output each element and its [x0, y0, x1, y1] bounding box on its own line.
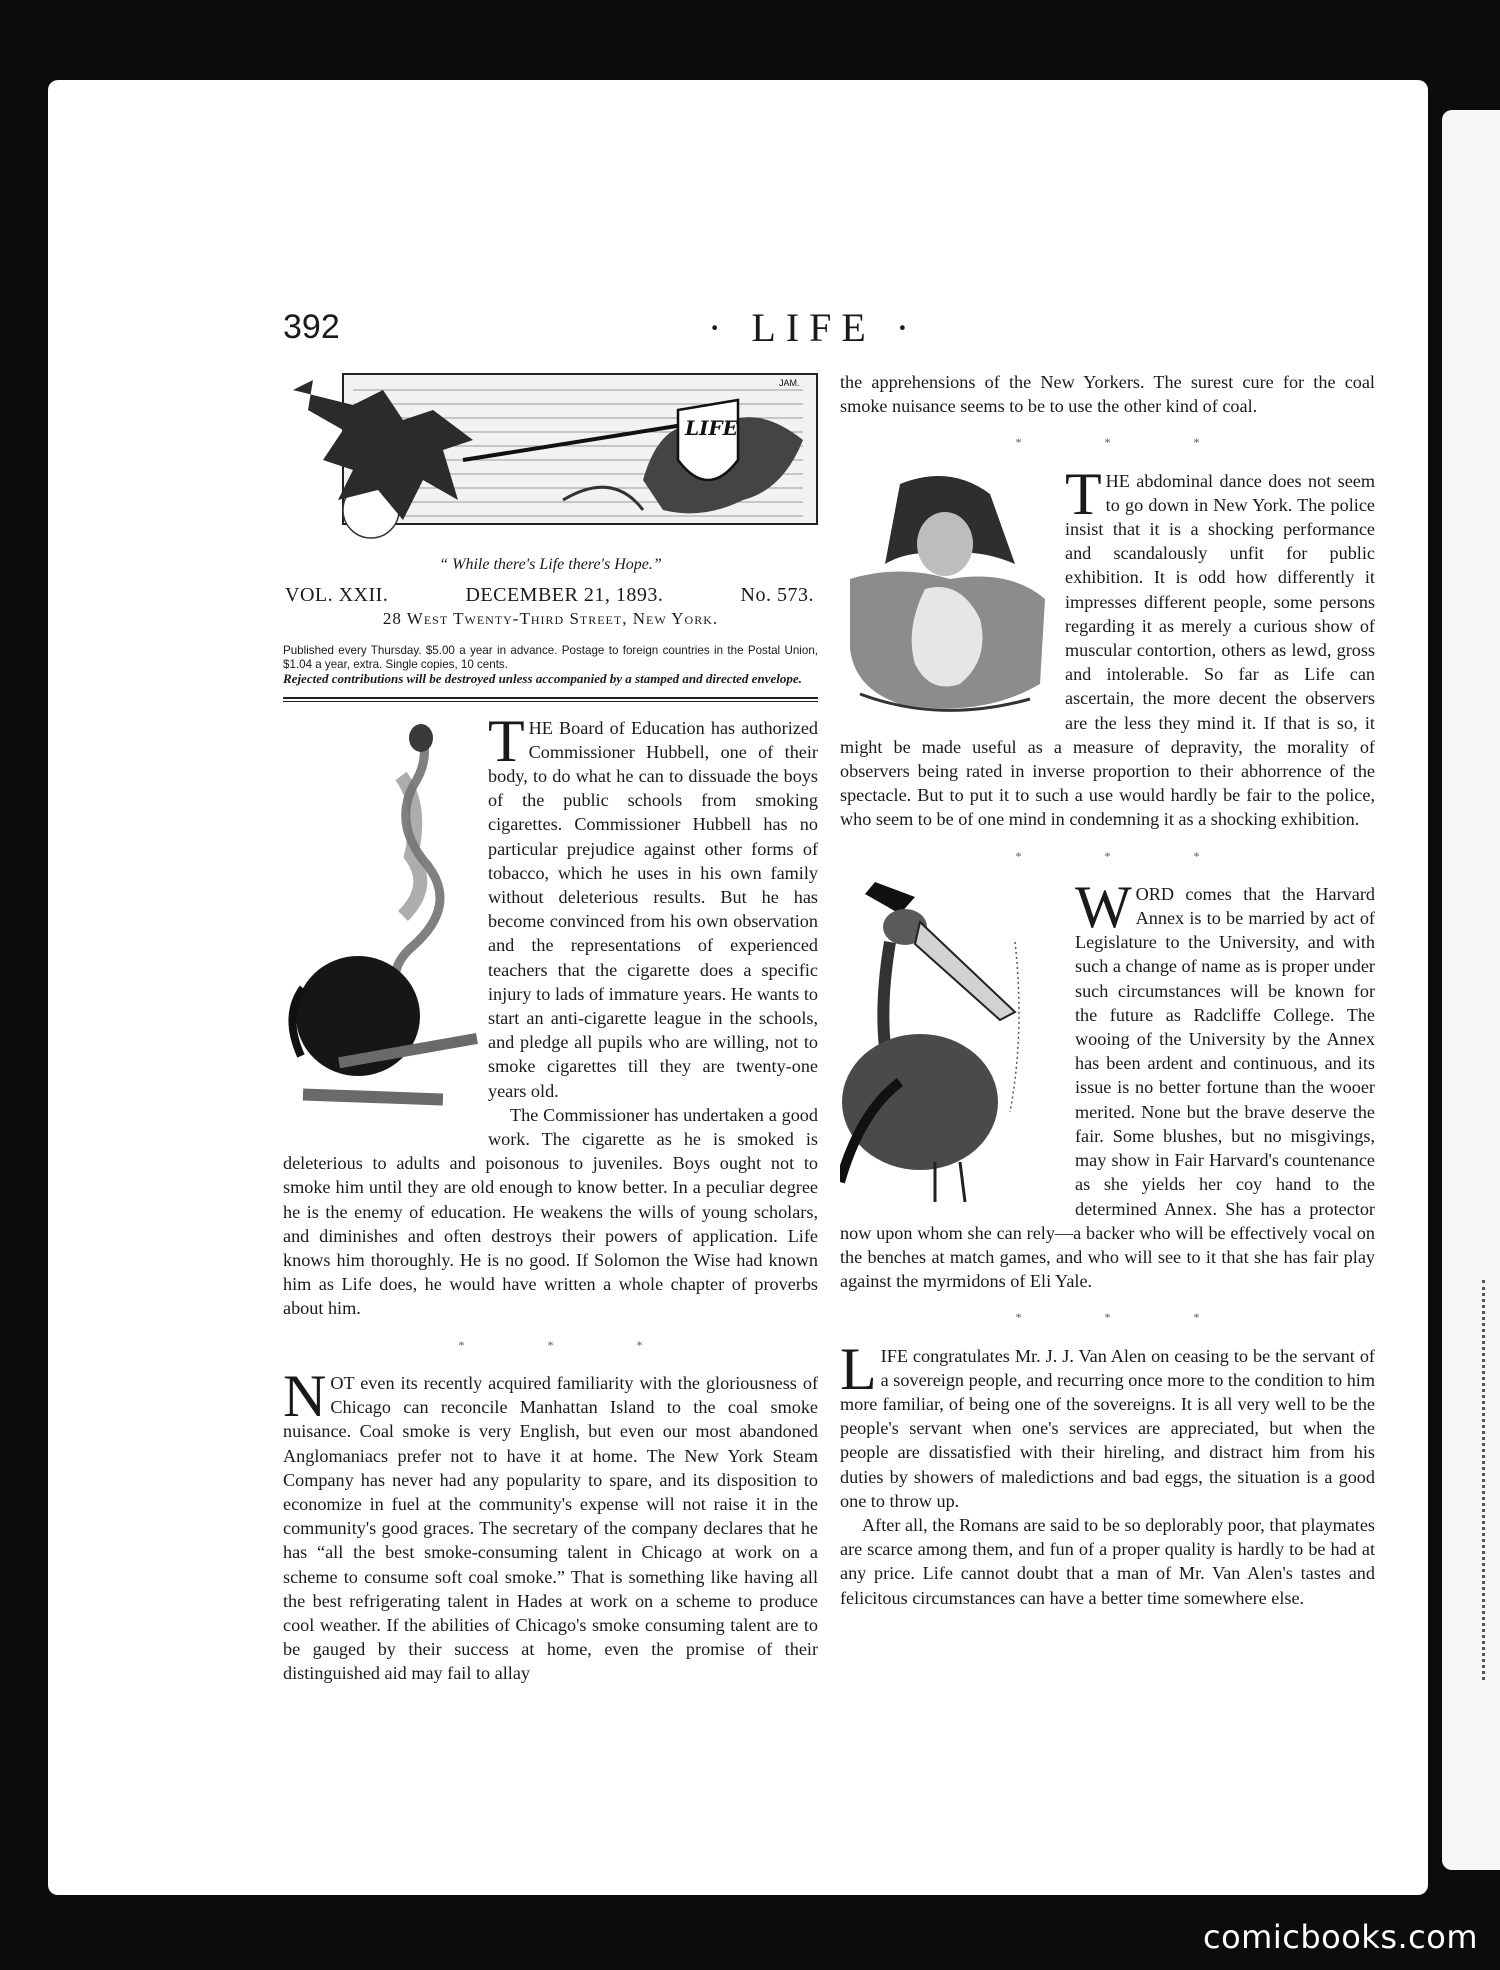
sphinx-figure	[840, 469, 1055, 729]
smoke-woman-illustration	[283, 716, 478, 1136]
volume-number: VOL. XXII.	[285, 584, 389, 607]
abdominal-dance-paragraph: HE abdominal dance does not seem to go down in New York. The police insist that it is a shocking performance and scandalously unfit for public exhibition. It is odd how differently it impresses different people, some persons regarding it as merely a curious show of muscular contortion, others as lewd, gross and intolerable. So far as Life can ascertain, the more decent the observers are the less they mind it. If that is so, it might be made useful as a measure of depravity, the morality of observers being rated in inverse proportion to their abhorrence of the spectacle. But to put it to such a use would hardly be fair to the police, who seem to be of one mind in condemning it as a shocking exhibition.	[840, 470, 1375, 830]
artist-signature: JAM.	[779, 378, 800, 388]
drop-cap-w: W	[1075, 873, 1132, 940]
sphinx-dancer-illustration	[840, 469, 1055, 729]
article-abdominal-dance	[840, 460, 1375, 832]
coal-smoke-paragraph: OT even its recently acquired familiarity with the gloriousness of Chicago can reconcile Manhattan Island to the coal smoke nuisance. Coal smoke is very English, but even our most abandoned Anglomaniacs prefer not to have it at home. The New York Steam Company has never had any popularity to spare, and its disposition to economize in fuel at the community's expense will not raise it in the community's good graces. The secretary of the company declares that he has “all the best smoke-consuming talent in Chicago at work on a scheme to consume soft coal smoke.” That is something like having all the best refrigerating talent in Hades at work on a scheme to produce cool weather. If the abilities of Chicago's smoke consuming talent are to be gauged by their success at home, even the promise of their distinguished aid may fail to allay	[283, 1372, 818, 1684]
section-separator: * * *	[1015, 848, 1240, 863]
running-title: · LIFE ·	[708, 305, 920, 350]
article-van-alen	[840, 1335, 1375, 1610]
section-separator: * * *	[458, 1337, 683, 1352]
coal-smoke-continuation: the apprehensions of the New Yorkers. The surest cure for the coal smoke nuisance seems to be to use the other kind of coal.	[840, 372, 1375, 417]
publication-note	[283, 644, 818, 687]
volume-line	[283, 583, 818, 607]
harvard-annex-paragraph: ORD comes that the Harvard Annex is to be married by act of Legislature to the University, and with such a change of name as is proper under such circumstances will be known for the future as Radcliffe College. The wooing of the University by the Annex has been ardent and continuous, and its issue is no better fortune than the wooer merited. None but the brave deserve the fair. Some blushes, but no misgivings, may show in Fair Harvard's countenance as she yields her coy hand to the determined Annex. She has a protector now upon whom she can rely—a backer who will be effectively vocal on the benches at match games, and who will see to it that she has fair play against the myrmidons of Eli Yale.	[840, 883, 1375, 1292]
drop-cap-n: N	[283, 1362, 327, 1429]
cigarette-paragraph-2: The Commissioner has undertaken a good work. The cigarette as he is smoked is deleterious to adults and poisonous to juveniles. Boys ought not to smoke him until they are old enough to know better. In a peculiar degree he is the enemy of education. He weakens the wills of young scholars, and diminishes and often destroys their powers of application. Life knows him thoroughly. He is no good. If Solomon the Wise had known him as Life does, he would have written a whole chapter of proverbs about him.	[283, 1104, 818, 1319]
article-harvard-annex	[840, 873, 1375, 1293]
double-rule	[283, 697, 818, 702]
rejection-note: Rejected contributions will be destroyed unless accompanied by a stamped and directed envelope.	[283, 670, 802, 686]
shield-text: LIFE	[685, 416, 738, 440]
issue-number: No. 573.	[740, 584, 814, 607]
cigarette-paragraph-1: HE Board of Education has authorized Commissioner Hubbell, one of their body, to do what he can to dissuade the boys of the public schools from smoking cigarettes. Commissioner Hubbell has no particular prejudice against other forms of tobacco, which he uses in his own family without deleterious results. But he has become convinced from his own observation and the representations of experienced teachers that the cigarette does a specific injury to lads of immature years. He wants to start an anti-cigarette league in the schools, and pledge all pupils who are willing, not to smoke cigarettes till they are twenty-one years old.	[488, 717, 818, 1101]
drop-cap-t: T	[1065, 460, 1102, 527]
masthead-illustration	[283, 370, 818, 545]
van-alen-paragraph-1: IFE congratulates Mr. J. J. Van Alen on ceasing to be the servant of a sovereign people, and recurring once more to the condition to him more familiar, of being one of the sovereigns. It is all very well to be the people's servant when one's services are appreciated, but when the people are dissatisfied with their hireling, and distract him from his duties by showers of maledictions and bad eggs, the situation is a good one to throw up.	[840, 1345, 1375, 1511]
magazine-page	[48, 80, 1428, 1895]
adjacent-page-edge	[1442, 110, 1500, 1870]
site-watermark: comicbooks.com	[1202, 1918, 1478, 1956]
drop-cap-t: T	[488, 707, 525, 774]
devil-knight-illustration	[283, 370, 818, 545]
publisher-address: 28 West Twenty-Third Street, New York.	[382, 609, 719, 629]
page-number: 392	[283, 308, 340, 346]
article-coal-smoke	[283, 1362, 818, 1686]
right-column	[840, 370, 1375, 1610]
cigarette-smoke-figure	[283, 716, 478, 1136]
adjacent-page-text	[1482, 1280, 1486, 1680]
pelican-figure	[840, 882, 1065, 1212]
subscription-terms: Published every Thursday. $5.00 a year in advance. Postage to foreign countries in the Postal Union, $1.04 a year, extra. Single copies, 10 cents.	[283, 643, 818, 671]
pelican-graduate-illustration	[840, 882, 1065, 1212]
article-cigarette	[283, 707, 818, 1321]
van-alen-paragraph-2: After all, the Romans are said to be so deplorably poor, that playmates are scarce among them, and fun of a proper quality is hardly to be had at any price. Life cannot doubt that a man of Mr. Van Alen's tastes and felicitous circumstances can have a better time somewhere else.	[840, 1514, 1375, 1608]
issue-date: DECEMBER 21, 1893.	[465, 584, 664, 607]
section-separator: * * *	[1015, 435, 1240, 450]
masthead-motto: “ While there's Life there's Hope.”	[439, 556, 662, 573]
section-separator: * * *	[1015, 1310, 1240, 1325]
drop-cap-l: L	[840, 1335, 877, 1402]
left-column	[283, 370, 818, 1686]
